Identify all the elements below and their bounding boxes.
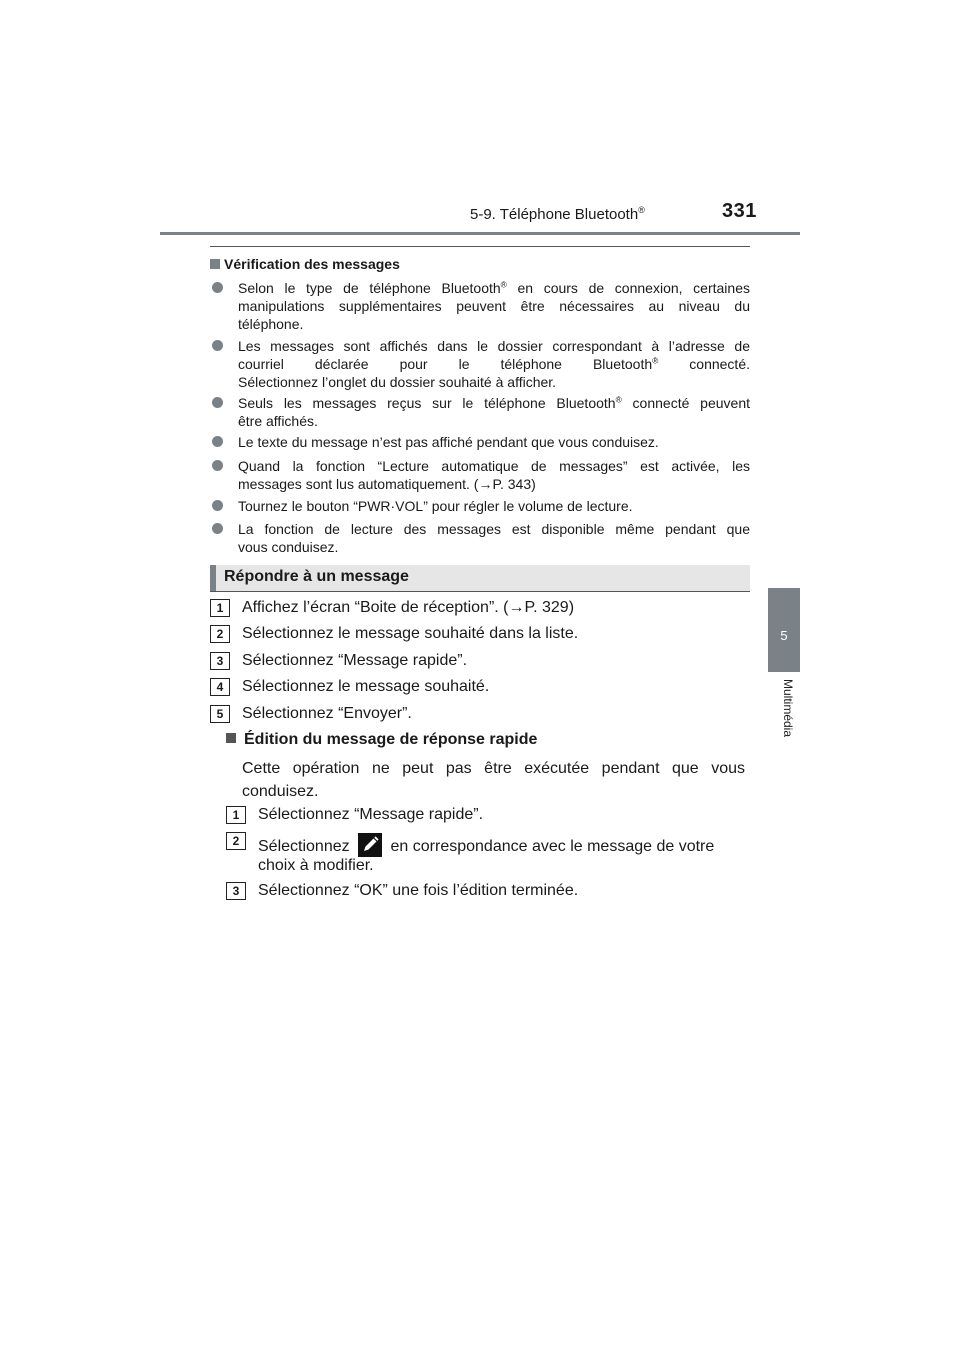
step-number: 2 — [210, 625, 230, 643]
step-number: 4 — [210, 678, 230, 696]
chapter-label: Multimédia — [781, 679, 795, 738]
step-text: Sélectionnez le message souhaité. — [242, 678, 490, 695]
page-number: 331 — [722, 200, 757, 222]
note-item — [212, 520, 750, 556]
square-bullet-icon — [210, 259, 220, 269]
step-number: 3 — [226, 882, 246, 900]
registered-mark: ® — [500, 279, 507, 290]
note-line: téléphone. — [238, 316, 304, 332]
step-text: Sélectionnez “Message rapide”. — [258, 806, 484, 823]
note-line: Quand la fonction “Lecture automatique de messages” est activée, les — [238, 458, 750, 474]
bullet-dot-icon — [212, 282, 223, 293]
note-item — [212, 279, 750, 333]
reply-step — [210, 677, 750, 699]
header-rule — [160, 232, 800, 235]
bullet-dot-icon — [212, 397, 223, 408]
chapter-number: 5 — [780, 628, 788, 643]
chapter-tab — [768, 588, 800, 672]
verification-heading — [210, 256, 400, 272]
step-text: Sélectionnez “Envoyer”. — [242, 705, 412, 722]
registered-mark: ® — [652, 355, 659, 366]
note-item — [212, 337, 750, 391]
note-line: Les messages sont affichés dans le dossier correspondant à l’adresse de — [238, 338, 750, 354]
note-line: manipulations supplémentaires peuvent être nécessaires au niveau du — [238, 298, 750, 314]
bullet-dot-icon — [212, 500, 223, 511]
section-title: 5-9. Téléphone Bluetooth — [470, 206, 639, 223]
bullet-dot-icon — [212, 523, 223, 534]
step-number: 2 — [226, 832, 246, 850]
reply-section-title: Répondre à un message — [224, 568, 409, 585]
step-text: Sélectionnez “Message rapide”. — [242, 652, 468, 669]
bullet-dot-icon — [212, 340, 223, 351]
note-item — [212, 433, 750, 451]
reply-section-bar — [210, 565, 750, 592]
running-header — [470, 206, 670, 223]
note-line: La fonction de lecture des messages est disponible même pendant que — [238, 521, 750, 537]
step-number: 3 — [210, 652, 230, 670]
quick-edit-heading — [226, 731, 537, 749]
step-number: 1 — [226, 806, 246, 824]
note-line: Le texte du message n’est pas affiché pendant que vous conduisez. — [238, 434, 659, 450]
step-text: Sélectionnez “OK” une fois l’édition terminée. — [258, 882, 579, 899]
note-line: Seuls les messages reçus sur le téléphone Bluetooth® connecté peuvent — [238, 394, 750, 411]
bullet-dot-icon — [212, 436, 223, 447]
reply-step — [210, 624, 750, 646]
notes-top-rule — [210, 246, 750, 247]
note-line: messages sont lus automatiquement. (→P. 343) — [238, 476, 536, 492]
bullet-dot-icon — [212, 460, 223, 471]
note-line: courriel déclarée pour le téléphone Bluetooth® connecté. — [238, 355, 750, 372]
note-line: Tournez le bouton “PWR·VOL” pour régler le volume de lecture. — [238, 498, 633, 514]
quick-edit-intro: Cette opération ne peut pas être exécutée pendant que vous conduisez. — [242, 760, 745, 800]
note-item — [212, 457, 750, 493]
note-item — [212, 497, 750, 515]
step-number: 1 — [210, 599, 230, 617]
note-line: Sélectionnez l’onglet du dossier souhaité à afficher. — [238, 374, 557, 390]
step-text-line2: choix à modifier. — [258, 857, 374, 874]
square-bullet-icon — [226, 733, 236, 743]
reply-step — [210, 651, 750, 673]
reply-step — [210, 598, 750, 620]
reply-step — [210, 704, 750, 726]
note-line: Selon le type de téléphone Bluetooth® en cours de connexion, certaines — [238, 279, 750, 296]
quick-edit-title: Édition du message de réponse rapide — [244, 731, 538, 748]
note-line: vous conduisez. — [238, 539, 339, 555]
note-item — [212, 394, 750, 430]
verification-title: Vérification des messages — [224, 256, 400, 272]
section-accent — [210, 565, 216, 591]
step-text: Sélectionnez en correspondance avec le message de votre — [258, 833, 714, 857]
step-text: Sélectionnez le message souhaité dans la liste. — [242, 625, 579, 642]
registered-mark: ® — [638, 205, 645, 215]
registered-mark: ® — [615, 394, 622, 405]
quick-step-3 — [226, 881, 746, 905]
note-line: être affichés. — [238, 413, 318, 429]
pencil-icon — [358, 833, 382, 857]
quick-step-1 — [226, 805, 746, 829]
step-text: Affichez l’écran “Boite de réception”. (→P. 329) — [242, 599, 575, 616]
step-number: 5 — [210, 705, 230, 723]
quick-step-2 — [226, 831, 746, 879]
